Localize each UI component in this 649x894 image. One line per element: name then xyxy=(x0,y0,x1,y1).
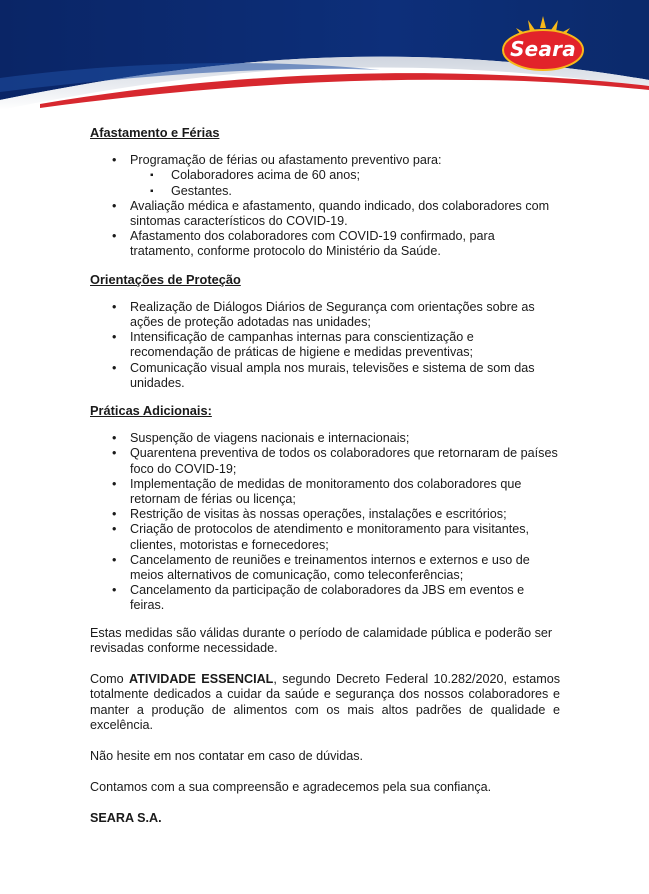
bullet-list xyxy=(90,431,560,613)
contact-paragraph: Não hesite em nos contatar em caso de dúvidas. xyxy=(90,748,364,763)
list-item: • Criação de protocolos de atendimento e monitoramento para visitantes, clientes, motoristas e fornecedores; xyxy=(90,522,560,552)
validity-paragraph: Estas medidas são válidas durante o período de calamidade pública e poderão ser revisadas conforme necessidade. xyxy=(90,625,553,655)
bullet-list xyxy=(90,153,560,259)
section-praticas xyxy=(90,403,560,614)
list-item: • Implementação de medidas de monitoramento dos colaboradores que retornam de férias ou licença; xyxy=(90,477,560,507)
list-item: • Realização de Diálogos Diários de Segurança com orientações sobre as ações de proteção adotadas nas unidades; xyxy=(90,300,560,330)
list-item: • Quarentena preventiva de todos os colaboradores que retornaram de países foco do COVID-19; xyxy=(90,446,560,476)
sub-list-item: ▪ Colaboradores acima de 60 anos; xyxy=(130,168,560,183)
logo-wordmark: Seara xyxy=(510,37,576,61)
section-heading: Afastamento e Férias xyxy=(90,125,220,140)
essential-activity-label: ATIVIDADE ESSENCIAL xyxy=(128,672,274,687)
list-item: • Comunicação visual ampla nos murais, televisões e sistema de som das unidades. xyxy=(90,361,560,391)
list-item-text: Programação de férias ou afastamento preventivo para: xyxy=(130,153,442,168)
essential-rest: , segundo Decreto Federal 10.282/2020, estamos totalmente dedicados a cuidar da saúde e segurança dos nossos colaboradores e manter a produção de alimentos com os mais altos padrões de qualidade e excelência. xyxy=(90,672,561,732)
sub-list-item: ▪ Gestantes. xyxy=(130,184,560,199)
seara-logo xyxy=(500,14,586,74)
list-item xyxy=(90,153,560,199)
letter-body xyxy=(90,125,560,827)
section-afastamento xyxy=(90,125,560,260)
essential-activity-paragraph xyxy=(90,672,560,733)
list-item: • Suspenção de viagens nacionais e internacionais; xyxy=(90,431,560,446)
list-item: • Afastamento dos colaboradores com COVID-19 confirmado, para tratamento, conforme protocolo do Ministério da Saúde. xyxy=(90,229,560,259)
list-item: • Cancelamento de reuniões e treinamentos internos e externos e uso de meios alternativos de comunicação, como teleconferências; xyxy=(90,553,560,583)
list-item: • Restrição de visitas às nossas operações, instalações e escritórios; xyxy=(90,507,560,522)
thanks-paragraph: Contamos com a sua compreensão e agradecemos pela sua confiança. xyxy=(90,780,492,795)
section-heading: Práticas Adicionais: xyxy=(90,403,212,419)
sub-list xyxy=(130,168,560,198)
list-item: • Intensificação de campanhas internas para conscientização e recomendação de práticas de higiene e medidas preventivas; xyxy=(90,330,560,360)
bullet-list xyxy=(90,300,560,391)
list-item: • Cancelamento da participação de colaboradores da JBS em eventos e feiras. xyxy=(90,583,560,613)
signature: SEARA S.A. xyxy=(90,811,162,826)
list-item: • Avaliação médica e afastamento, quando indicado, dos colaboradores com sintomas característicos do COVID-19. xyxy=(90,199,560,229)
section-orientacoes xyxy=(90,272,560,391)
essential-prefix: Como xyxy=(90,672,129,687)
section-heading: Orientações de Proteção xyxy=(90,271,241,287)
